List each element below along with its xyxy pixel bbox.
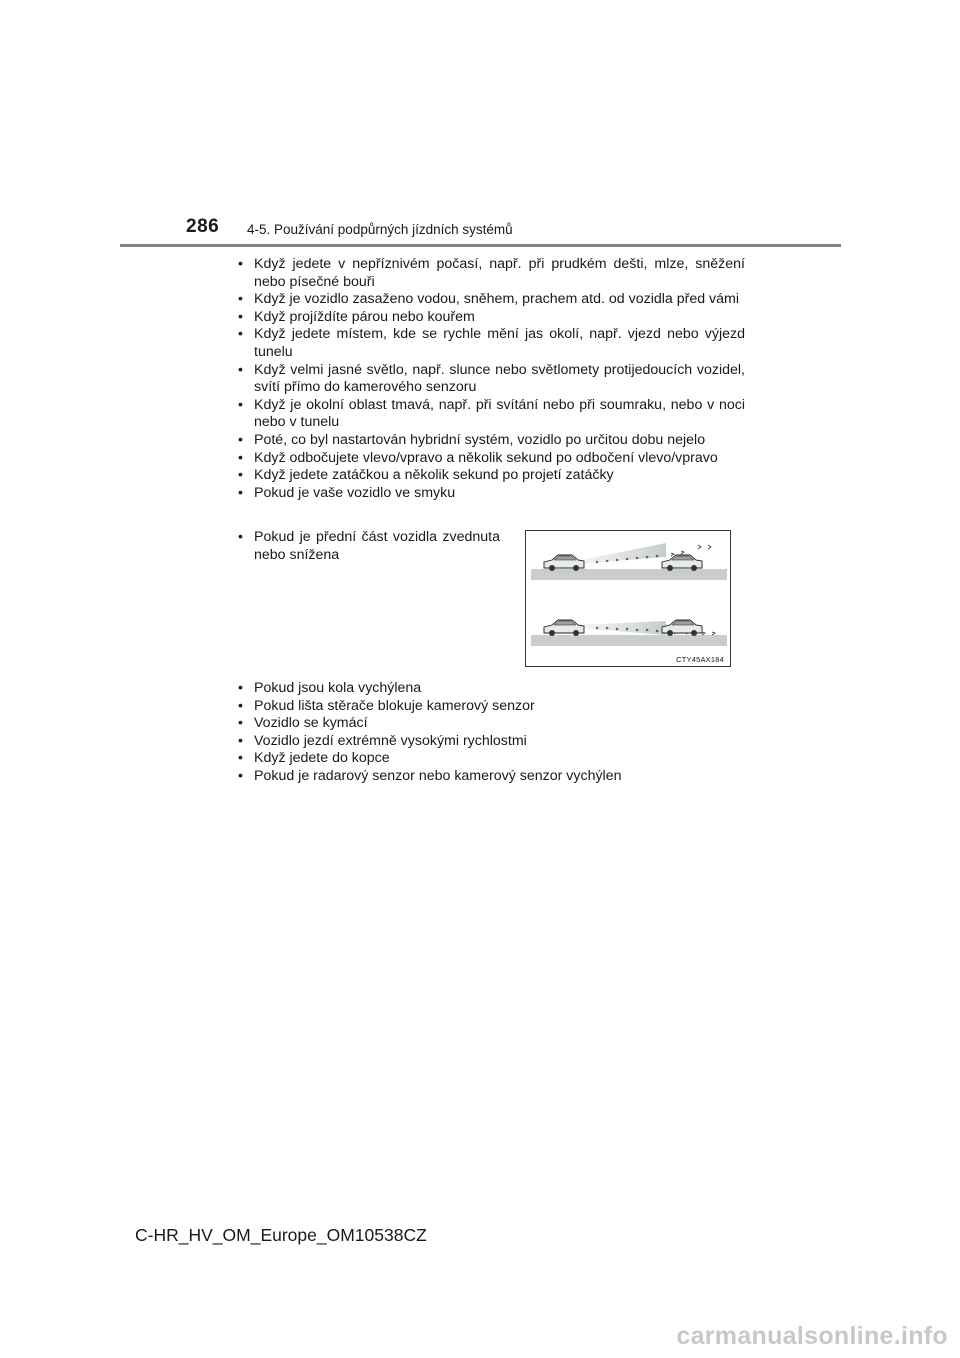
header-rule [120,244,841,247]
document-code: C-HR_HV_OM_Europe_OM10538CZ [135,1225,427,1245]
own-car-bottom [544,620,584,636]
list-item: • Pokud je radarový senzor nebo kamerový senzor vychýlen [238,768,745,786]
sensor-beam-bottom [576,621,666,635]
list-item: • Když jedete do kopce [238,750,745,768]
list-item: • Když odbočujete vlevo/vpravo a několik sekund po odbočení vlevo/vpravo [238,450,745,468]
cars-sensor-diagram [526,531,732,668]
list-item: • Když projíždíte párou nebo kouřem [238,309,745,327]
list-item: • Když jedete v nepříznivém počasí, např. při prudkém dešti, mlze, sněžení nebo písečné bouři [238,256,745,291]
list-item: • Když je vozidlo zasaženo vodou, sněhem, prachem atd. od vozidla před vámi [238,291,745,309]
condition-list-bottom [238,680,745,786]
list-item: • Když jedete zatáčkou a několik sekund po projetí zatáčky [238,467,745,485]
condition-list-top [238,256,745,502]
lead-car-top [662,555,702,571]
list-item: • Pokud lišta stěrače blokuje kamerový senzor [238,698,745,716]
list-item: • Vozidlo se kymácí [238,715,745,733]
lead-car-bottom [662,620,702,636]
list-item: • Pokud je vaše vozidlo ve smyku [238,485,745,503]
road-top [531,569,727,580]
watermark: carmanualsonline.info [676,1322,948,1350]
list-item: • Když jedete místem, kde se rychle mění jas okolí, např. vjezd nebo výjezd tunelu [238,326,745,361]
list-item: • Poté, co byl nastartován hybridní systém, vozidlo po určitou dobu nejelo [238,432,745,450]
vehicle-pitch-illustration [525,530,731,667]
own-car-top [544,555,584,571]
road-bottom [531,635,727,646]
condition-list-figure [238,529,500,564]
page-number: 286 [186,216,220,237]
list-item: • Pokud je přední část vozidla zvednuta nebo snížena [238,529,500,564]
list-item: • Pokud jsou kola vychýlena [238,680,745,698]
figure-code: CTY45AX184 [676,655,724,664]
section-title: 4-5. Používání podpůrných jízdních systémů [247,222,513,237]
sensor-beam-top [576,543,666,564]
list-item: • Když je okolní oblast tmavá, např. při svítání nebo při soumraku, nebo v noci nebo v tunelu [238,397,745,432]
list-item: • Vozidlo jezdí extrémně vysokými rychlostmi [238,733,745,751]
list-item: • Když velmi jasné světlo, např. slunce nebo světlomety protijedoucích vozidel, svítí přímo do kamerového senzoru [238,362,745,397]
